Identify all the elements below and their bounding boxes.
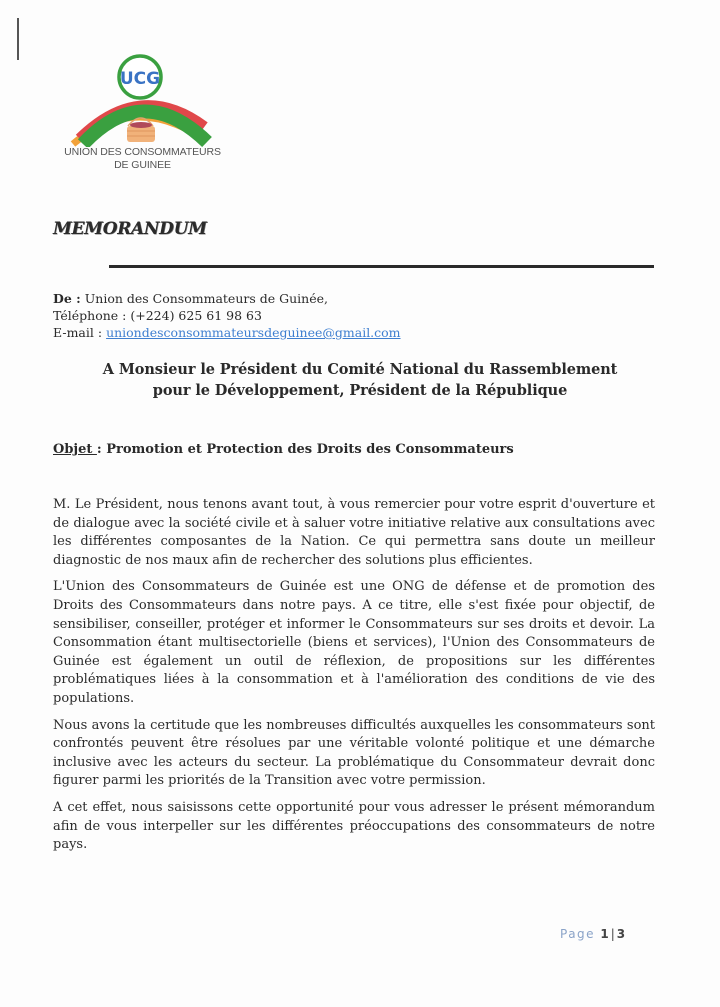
paragraph: M. Le Président, nous tenons avant tout, à vous remercier pour votre esprit d'ouverture et de dialogue avec la société civile et à saluer votre initiative relative aux consultations avec les différentes composantes de la Nation. Ce qui permettra sans doute un meilleur diagnostic de nos maux afin de rechercher des solutions plus efficientes. [53,497,655,568]
logo-name-line2: DE GUINEE [114,159,171,171]
logo-graphic [55,52,230,147]
page-label: Page [560,927,596,941]
addressee [60,359,660,401]
sender-block [53,290,401,341]
basket-icon [127,118,155,142]
email-line [53,324,401,341]
phone-value: (+224) 625 61 98 63 [130,308,262,323]
page-current: 1 [600,927,609,941]
paragraph: A cet effet, nous saisissons cette opportunité pour vous adresser le présent mémorandum afin de vous interpeller sur les différentes préoccupations des consommateurs de notre pays. [53,799,655,853]
logo-name-line1: UNION DES CONSOMMATEURS [64,146,221,158]
sender-line [53,290,401,307]
text-cursor [17,18,19,60]
page-separator: | [610,927,615,941]
phone-label: Téléphone : [53,308,127,323]
from-label: De : [53,291,81,306]
subject-separator: : [96,442,107,457]
header-rule [109,265,654,268]
subject-text: Promotion et Protection des Droits des Consommateurs [106,442,514,457]
phone-line [53,307,401,324]
page-number [560,927,625,941]
addressee-line2: pour le Développement, Président de la République [152,382,568,399]
sender-name: Union des Consommateurs de Guinée, [84,291,328,306]
email-label: E-mail : [53,325,103,340]
memo-title: MEMORANDUM [53,219,207,239]
ucg-logo [55,52,230,177]
page-total: 3 [616,927,626,941]
subject-line [53,442,514,457]
letter-body [53,496,655,863]
logo-name [55,146,230,172]
logo-abbr: UCG [119,69,161,89]
paragraph: Nous avons la certitude que les nombreuses difficultés auxquelles les consommateurs sont confrontés peuvent être résolues par une véritable volonté politique et une démarche inclusive avec les acteurs du secteur. La problématique du Consommateur devrait donc figurer parmi les priorités de la Transition avec votre permission. [53,717,655,789]
email-link[interactable]: uniondesconsommateursdeguinee@gmail.com [106,325,401,340]
subject-label: Objet [53,442,97,457]
addressee-line1: A Monsieur le Président du Comité National du Rassemblement [102,361,618,378]
paragraph: L'Union des Consommateurs de Guinée est une ONG de défense et de promotion des Droits des Consommateurs dans notre pays. A ce titre, elle s'est fixée pour objectif, de sensibiliser, conseiller, protéger et informer le Consommateurs sur ses droits et devoir. La Consommation étant multisectorielle (biens et services), l'Union des Consommateurs de Guinée est également un outil de réflexion, de propositions sur les différentes problématiques liées à la consommation et à l'amélioration des conditions de vie des populations. [53,579,655,706]
